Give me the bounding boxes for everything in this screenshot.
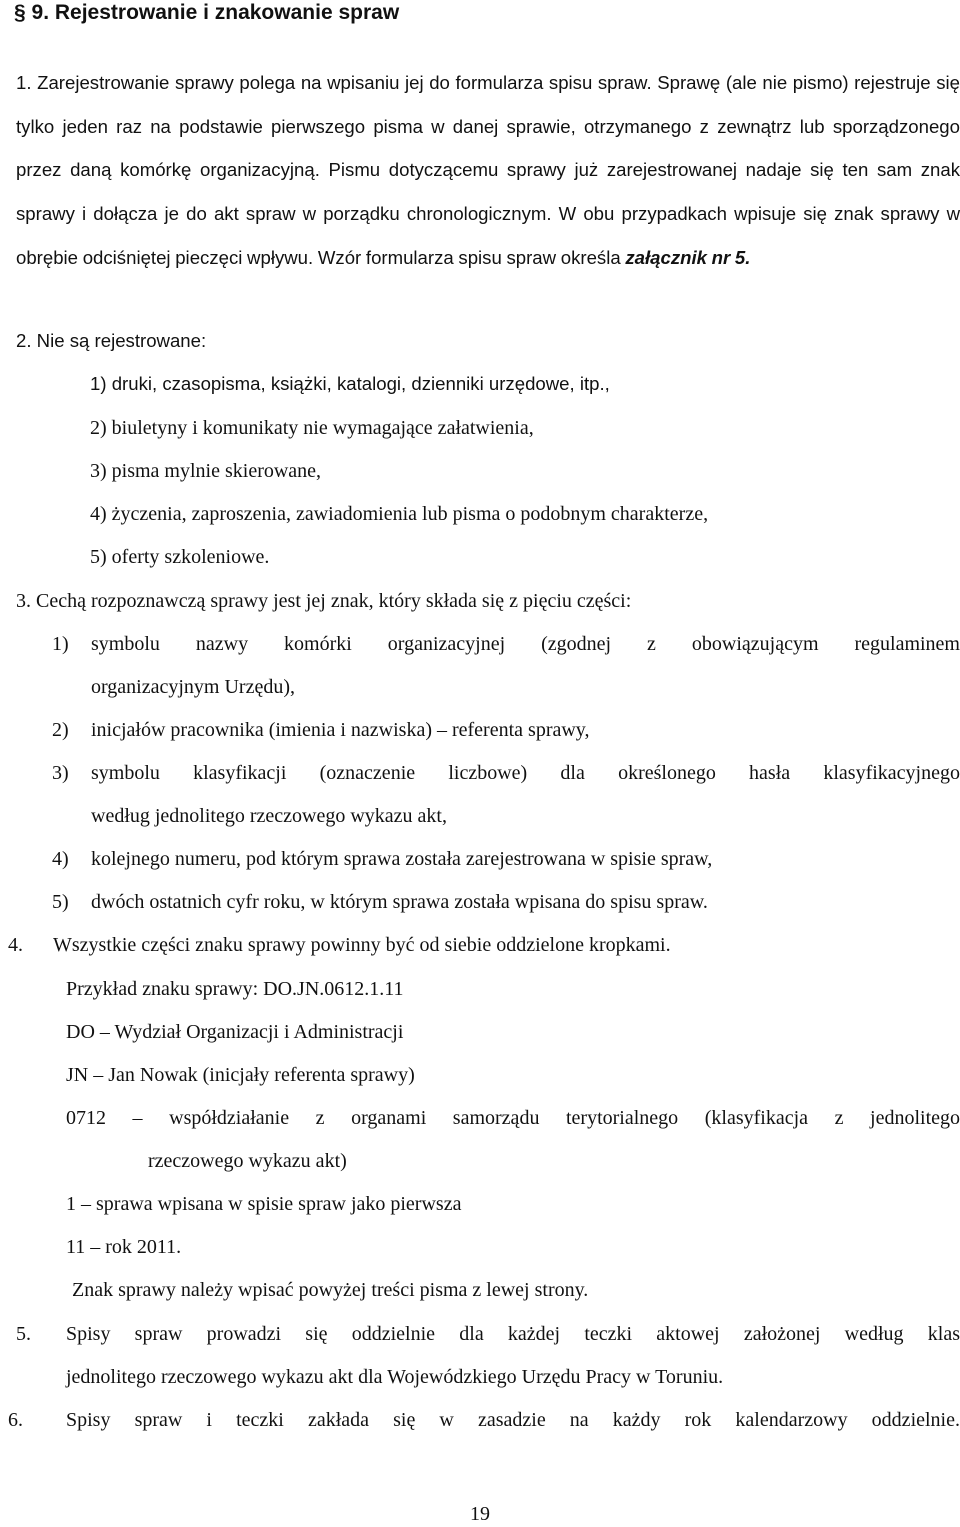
point-3-item-2-number: 2) [52, 719, 69, 741]
point-5-line-2: jednolitego rzeczowego wykazu akt dla Wojewódzkiego Urzędu Pracy w Toruniu. [66, 1366, 724, 1388]
point-2-item-2: 2) biuletyny i komunikaty nie wymagające załatwienia, [90, 417, 534, 439]
point-3-item-5-line-1: dwóch ostatnich cyfr roku, w którym sprawa została wpisana do spisu spraw. [91, 891, 708, 913]
point-2-item-4: 4) życzenia, zaproszenia, zawiadomienia lub pisma o podobnym charakterze, [90, 503, 709, 525]
point-6-number: 6. [8, 1409, 23, 1431]
page-number: 19 [470, 1503, 490, 1525]
point-3-item-1-number: 1) [52, 633, 69, 655]
point-4-note: Znak sprawy należy wpisać powyżej treści pisma z lewej strony. [72, 1279, 589, 1301]
point-3-item-3-line-2: według jednolitego rzeczowego wykazu akt, [91, 805, 447, 827]
point-5-number: 5. [16, 1323, 31, 1345]
point-4-line-jn: JN – Jan Nowak (inicjały referenta sprawy) [66, 1064, 415, 1086]
point-4-line-classification: 0712 – współdziałanie z organami samorządu terytorialnego (klasyfikacja z jednolitego [66, 1107, 960, 1129]
point-3-item-5-number: 5) [52, 891, 69, 913]
point-3-item-2-line-1: inicjałów pracownika (imienia i nazwiska) – referenta sprawy, [91, 719, 590, 741]
point-3-item-3-line-1: symbolu klasyfikacji (oznaczenie liczbowe) dla określonego hasła klasyfikacyjnego [91, 762, 960, 784]
paragraph-point-1 [16, 61, 960, 280]
point-4-line-number: 1 – sprawa wpisana w spisie spraw jako pierwsza [66, 1193, 462, 1215]
point-4-line-do: DO – Wydział Organizacji i Administracji [66, 1021, 404, 1043]
point-3-item-4-number: 4) [52, 848, 69, 870]
point-4-line-year: 11 – rok 2011. [66, 1236, 182, 1258]
point-5-line-1: Spisy spraw prowadzi się oddzielnie dla każdej teczki aktowej założonej według klas [66, 1323, 960, 1345]
point-2-item-1: 1) druki, czasopisma, książki, katalogi, dzienniki urzędowe, itp., [90, 373, 610, 394]
point-3-intro: 3. Cechą rozpoznawczą sprawy jest jej znak, który składa się z pięciu części: [16, 590, 632, 612]
point-3-item-3-number: 3) [52, 762, 69, 784]
point-2-item-3: 3) pisma mylnie skierowane, [90, 460, 322, 482]
point-4-number: 4. [8, 934, 23, 956]
point-2-item-5: 5) oferty szkoleniowe. [90, 546, 270, 568]
point-4-example: Przykład znaku sprawy: DO.JN.0612.1.11 [66, 978, 404, 1000]
point-6-text: Spisy spraw i teczki zakłada się w zasadzie na każdy rok kalendarzowy oddzielnie. [66, 1409, 960, 1431]
point-2-intro: 2. Nie są rejestrowane: [16, 330, 207, 351]
point-3-item-1-line-1: symbolu nazwy komórki organizacyjnej (zgodnej z obowiązującym regulaminem [91, 633, 960, 655]
point-1-text: 1. Zarejestrowanie sprawy polega na wpisaniu jej do formularza spisu spraw. Sprawę (ale nie pismo) rejestruje się tylko jeden raz na podstawie pierwszego pisma w danej sprawie, otrzymanego z zewnątrz lub sporządzonego przez daną komórkę organizacyjną. Pismu dotyczącemu sprawy już zarejestrowanej nadaje się ten sam znak sprawy i dołącza je do akt spraw w porządku chronologicznym. W obu przypadkach wpisuje się znak sprawy w obrębie odciśniętej pieczęci wpływu. Wzór formularza spisu spraw określa [16, 72, 960, 268]
section-heading: § 9. Rejestrowanie i znakowanie spraw [14, 1, 400, 24]
point-3-item-4-line-1: kolejnego numeru, pod którym sprawa została zarejestrowana w spisie spraw, [91, 848, 713, 870]
point-3-item-1-line-2: organizacyjnym Urzędu), [91, 676, 295, 698]
point-4-text: Wszystkie części znaku sprawy powinny być od siebie oddzielone kropkami. [53, 934, 671, 956]
attachment-reference: załącznik nr 5. [625, 246, 751, 268]
point-4-line-classification-cont: rzeczowego wykazu akt) [148, 1150, 347, 1172]
